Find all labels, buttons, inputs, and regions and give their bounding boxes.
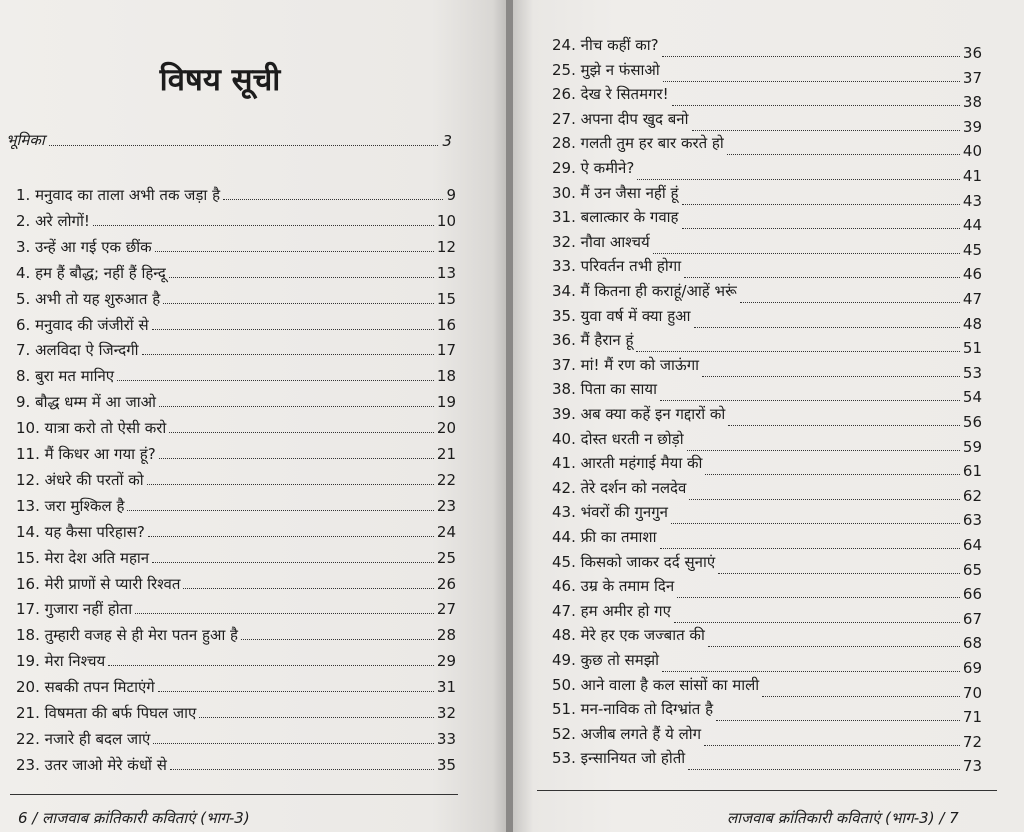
toc-entry-title: 49. कुछ तो समझो (552, 651, 659, 669)
page-footer-right: लाजवाब क्रांतिकारी कविताएं (भाग-3) / 7 (727, 809, 959, 827)
dot-leader (158, 691, 434, 692)
dot-leader (677, 597, 960, 598)
dot-leader (169, 277, 434, 278)
toc-entry (552, 356, 982, 382)
toc-entry (552, 331, 982, 357)
dot-leader (684, 277, 960, 278)
toc-entry-page: 25 (436, 548, 456, 567)
toc-entry (16, 698, 456, 722)
toc-entry-page: 73 (962, 757, 982, 776)
dot-leader (660, 400, 960, 401)
dot-leader (142, 354, 434, 355)
toc-entry-title: 1. मनुवाद का ताला अभी तक जड़ा है (16, 186, 221, 204)
toc-entry-page: 19 (436, 393, 456, 412)
toc-entry (552, 651, 982, 677)
toc-entry-page: 20 (436, 419, 456, 438)
toc-entry (552, 676, 982, 702)
dot-leader (687, 450, 960, 451)
toc-entry (16, 569, 456, 593)
toc-entry-title: 31. बलात्कार के गवाह (552, 208, 679, 227)
toc-entry (552, 36, 982, 62)
toc-entry-title: 42. तेरे दर्शन को नलदेव (552, 478, 687, 497)
toc-entry (552, 553, 982, 579)
toc-entry (16, 750, 456, 774)
toc-entry-title: 8. बुरा मत मानिए (16, 367, 115, 386)
dot-leader (702, 376, 960, 377)
preface-label: भूमिका (6, 131, 45, 149)
toc-entry-title: 53. इन्सानियत जो होती (552, 749, 686, 768)
toc-entry-page: 65 (962, 560, 982, 579)
toc-entry-page: 47 (962, 290, 982, 308)
dot-leader (694, 327, 960, 328)
dot-leader (662, 671, 960, 672)
toc-entry-page: 17 (436, 341, 456, 360)
toc-entry (552, 184, 982, 210)
toc-entry-title: 2. अरे लोगों! (16, 211, 90, 230)
toc-entry (552, 307, 982, 333)
toc-entry-title: 18. तुम्हारी वजह से ही मेरा पतन हुआ है (16, 626, 239, 645)
preface-page: 3 (442, 132, 452, 150)
dot-leader (689, 499, 960, 500)
toc-entry-page: 41 (962, 167, 982, 185)
toc-entry (16, 284, 456, 308)
toc-entry-title: 15. मेरा देश अति महान (16, 548, 150, 567)
toc-entry-title: 12. अंधरे की परतों को (16, 470, 144, 489)
toc-entry (552, 257, 982, 283)
toc-entry-title: 17. गुजारा नहीं होता (16, 600, 133, 619)
toc-entry-page: 10 (436, 211, 456, 230)
dot-leader (152, 562, 434, 563)
dot-leader (716, 720, 960, 721)
toc-entry-page: 26 (436, 574, 456, 593)
toc-entry (552, 233, 982, 259)
toc-entry-title: 22. नजारे ही बदल जाएं (16, 729, 151, 748)
toc-entry-title: 9. बौद्ध धम्म में आ जाओ (16, 393, 156, 412)
toc-entry-page: 18 (436, 367, 456, 386)
toc-entry-title: 50. आने वाला है कल सांसों का माली (552, 675, 760, 694)
toc-entry (16, 672, 456, 696)
toc-entry-title: 25. मुझे न फंसाओ (552, 60, 660, 79)
toc-entry (16, 387, 456, 411)
dot-leader (740, 302, 960, 303)
toc-entry-page: 59 (962, 437, 982, 456)
toc-entry (552, 110, 982, 136)
toc-entry-title: 3. उन्हें आ गई एक छींक (16, 237, 152, 256)
toc-entry-title: 28. गलती तुम हर बार करते हो (552, 134, 724, 153)
toc-entry-title: 36. मैं हैरान हूं (552, 331, 634, 350)
dot-leader (135, 613, 434, 614)
toc-entry (16, 465, 456, 489)
dot-leader (688, 769, 960, 770)
toc-entry-title: 16. मेरी प्राणों से प्यारी रिश्वत (16, 574, 181, 593)
dot-leader (199, 717, 434, 718)
toc-entry (552, 479, 982, 505)
dot-leader (93, 225, 434, 226)
toc-entry (16, 361, 456, 385)
toc-entry-title: 52. अजीब लगते हैं ये लोग (552, 724, 702, 743)
toc-entry-page: 33 (436, 729, 456, 748)
toc-entry-title: 35. युवा वर्ष में क्या हुआ (552, 306, 691, 325)
toc-entry-page: 71 (962, 708, 982, 727)
dot-leader (159, 406, 434, 407)
toc-entry-title: 27. अपना दीप खुद बनो (552, 109, 689, 128)
dot-leader (241, 639, 434, 640)
toc-entry-page: 16 (436, 315, 456, 334)
dot-leader (653, 253, 960, 254)
toc-entry-page: 13 (436, 263, 456, 282)
toc-entry-title: 41. आरती महंगाई मैया की (552, 454, 703, 473)
toc-entry-page: 44 (962, 216, 982, 235)
toc-entry (552, 602, 982, 628)
dot-leader (718, 573, 960, 574)
toc-entry-page: 39 (962, 117, 982, 136)
toc-entry-page: 22 (436, 470, 456, 489)
toc-entry-page: 62 (962, 486, 982, 505)
toc-entry (552, 282, 982, 308)
toc-entry-title: 30. मैं उन जैसा नहीं हूं (552, 183, 679, 202)
toc-entry-page: 36 (962, 44, 982, 62)
toc-entry-page: 61 (962, 462, 982, 481)
dot-leader (636, 351, 960, 352)
toc-entry (552, 577, 982, 603)
toc-entry (552, 503, 982, 529)
toc-entry (16, 594, 456, 618)
toc-entry (552, 208, 982, 234)
dot-leader (762, 696, 960, 697)
toc-entry-page: 69 (962, 659, 982, 677)
toc-entry-page: 54 (962, 388, 982, 407)
toc-entry-page: 53 (962, 363, 982, 382)
toc-entry-title: 26. देख रे सितमगर! (552, 85, 669, 104)
dot-leader (708, 646, 960, 647)
toc-entry-title: 21. विषमता की बर्फ पिघल जाए (16, 704, 197, 722)
toc-entry-title: 45. किसको जाकर दर्द सुनाएं (552, 552, 716, 571)
toc-entry-title: 33. परिवर्तन तभी होगा (552, 257, 682, 276)
dot-leader (169, 432, 434, 433)
toc-entry (16, 180, 456, 204)
toc-entry-page: 64 (962, 536, 982, 554)
toc-entry-title: 24. नीच कहीं का? (552, 36, 659, 54)
toc-entry (552, 454, 982, 480)
toc-entry-page: 35 (436, 755, 456, 774)
toc-entry-title: 40. दोस्त धरती न छोड़ो (552, 429, 684, 448)
toc-entry-title: 38. पिता का साया (552, 380, 658, 399)
dot-leader (147, 484, 434, 485)
contents-heading: विषय सूची (159, 62, 281, 98)
toc-entry (552, 528, 982, 554)
toc-entry (552, 61, 982, 87)
dot-leader (674, 622, 960, 623)
toc-entry-page: 21 (436, 445, 456, 463)
toc-entry (552, 134, 982, 160)
dot-leader (682, 228, 960, 229)
toc-entry (552, 626, 982, 652)
toc-entry-title: 5. अभी तो यह शुरुआत है (16, 289, 161, 308)
toc-entry (16, 310, 456, 334)
toc-entry-page: 45 (962, 240, 982, 259)
dot-leader (108, 665, 434, 666)
dot-leader (163, 303, 434, 304)
toc-entry (16, 232, 456, 256)
toc-entry (16, 413, 456, 437)
toc-entry (552, 159, 982, 185)
toc-entry (16, 491, 456, 515)
toc-entry (16, 543, 456, 567)
dot-leader (127, 510, 433, 511)
toc-entry-title: 44. फ्री का तमाशा (552, 528, 657, 546)
toc-entry-page: 70 (962, 683, 982, 702)
dot-leader (155, 251, 434, 252)
toc-entry (16, 646, 456, 670)
toc-entry-title: 43. भंवरों की गुनगुन (552, 503, 669, 522)
toc-entry-title: 37. मां! मैं रण को जाऊंगा (552, 355, 700, 374)
toc-entry-title: 32. नौवा आश्चर्य (552, 232, 650, 251)
toc-entry-page: 66 (962, 585, 982, 604)
toc-entry (552, 380, 982, 406)
toc-entry-page: 51 (962, 339, 982, 358)
left-page (0, 0, 508, 832)
toc-entry-title: 48. मेरे हर एक जज्बात की (552, 626, 705, 645)
toc-entry-page: 23 (436, 496, 456, 515)
toc-entry (552, 405, 982, 431)
dot-leader (663, 81, 960, 82)
dot-leader (704, 745, 960, 746)
toc-entry-page: 43 (962, 191, 982, 210)
toc-entry-page: 56 (962, 413, 982, 431)
toc-entry-page: 28 (436, 626, 456, 645)
toc-entry (16, 517, 456, 541)
page-footer-left: 6 / लाजवाब क्रांतिकारी कविताएं (भाग-3) (18, 809, 250, 827)
toc-entry-title: 51. मन-नाविक तो दिग्भ्रांत है (552, 700, 714, 719)
toc-entry (552, 749, 982, 775)
dot-leader (637, 179, 960, 180)
toc-entry-page: 46 (962, 265, 982, 284)
dot-leader (728, 425, 960, 426)
toc-entry-title: 14. यह कैसा परिहास? (16, 522, 145, 541)
toc-entry-title: 6. मनुवाद की जंजीरों से (16, 315, 149, 334)
toc-entry-page: 67 (962, 609, 982, 628)
toc-entry-title: 4. हम हैं बौद्ध; नहीं हैं हिन्दू (16, 263, 166, 282)
dot-leader (153, 743, 434, 744)
toc-entry-page: 27 (436, 600, 456, 619)
dot-leader (682, 204, 960, 205)
dot-leader (705, 474, 959, 475)
preface-entry (6, 126, 452, 150)
toc-entry-page: 29 (436, 652, 456, 671)
dot-leader (660, 548, 960, 549)
dot-leader (117, 380, 434, 381)
toc-entry-title: 47. हम अमीर हो गए (552, 601, 671, 620)
toc-entry-title: 19. मेरा निश्चय (16, 652, 106, 671)
toc-entry-page: 12 (436, 237, 456, 256)
toc-entry-page: 15 (436, 289, 456, 308)
dot-leader (672, 105, 960, 106)
toc-entry-title: 7. अलविदा ऐ जिन्दगी (16, 341, 139, 360)
toc-entry-page: 40 (962, 142, 982, 161)
dot-leader (223, 199, 443, 200)
dot-leader (148, 536, 434, 537)
toc-entry-page: 32 (436, 704, 456, 722)
dot-leader (159, 458, 434, 459)
toc-entry (16, 439, 456, 463)
toc-entry-title: 34. मैं कितना ही कराहूं/आहें भरूं (552, 282, 737, 300)
toc-entry-title: 46. उम्र के तमाम दिन (552, 577, 675, 596)
dot-leader (183, 588, 434, 589)
toc-entry (16, 258, 456, 282)
toc-entry-page: 38 (962, 93, 982, 112)
toc-entry-title: 23. उतर जाओ मेरे कंधों से (16, 755, 167, 774)
dot-leader (49, 145, 439, 146)
toc-entry-title: 39. अब क्या कहें इन गद्दारों को (552, 405, 726, 423)
toc-entry-title: 13. जरा मुश्किल है (16, 496, 125, 515)
toc-entry (16, 620, 456, 644)
toc-entry-page: 63 (962, 511, 982, 530)
toc-entry (552, 85, 982, 111)
dot-leader (692, 130, 960, 131)
footer-rule (537, 790, 997, 791)
toc-entry-title: 10. यात्रा करो तो ऐसी करो (16, 419, 167, 438)
toc-entry (552, 430, 982, 456)
toc-entry-page: 37 (962, 68, 982, 87)
toc-entry-title: 20. सबकी तपन मिटाएंगे (16, 678, 155, 697)
toc-entry (16, 724, 456, 748)
dot-leader (662, 56, 960, 57)
toc-entry-page: 72 (962, 732, 982, 751)
dot-leader (671, 523, 960, 524)
toc-entry (552, 725, 982, 751)
toc-entry-title: 29. ऐ कमीने? (552, 159, 635, 177)
toc-entry-page: 24 (436, 522, 456, 541)
toc-entry-page: 68 (962, 634, 982, 653)
toc-entry-page: 48 (962, 314, 982, 333)
toc-entry-page: 31 (436, 678, 456, 697)
toc-entry (16, 335, 456, 359)
toc-entry (16, 206, 456, 230)
toc-entry-page: 9 (446, 186, 456, 204)
toc-entry-title: 11. मैं किधर आ गया हूं? (16, 445, 156, 463)
footer-rule (10, 794, 458, 795)
dot-leader (170, 769, 434, 770)
dot-leader (152, 329, 434, 330)
dot-leader (727, 154, 960, 155)
toc-entry (552, 700, 982, 726)
